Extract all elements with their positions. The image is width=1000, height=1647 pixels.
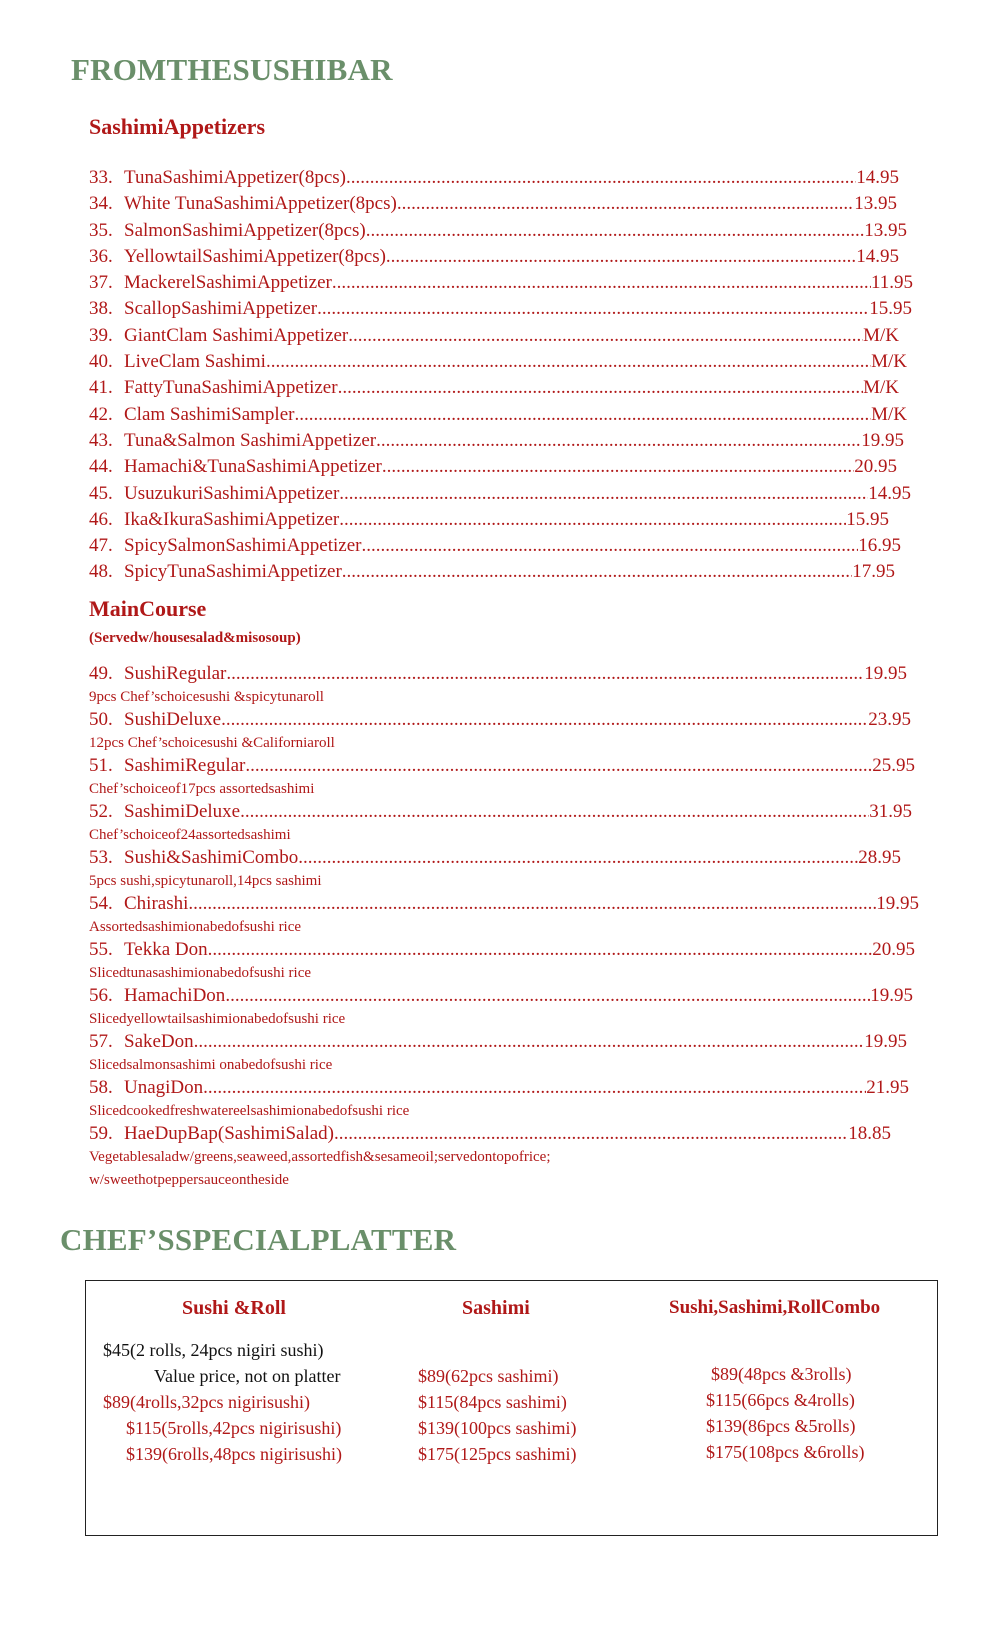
item-number: 33. (89, 167, 113, 188)
menu-item (89, 939, 915, 962)
item-description: Chef’schoiceof17pcs assortedsashimi (89, 781, 315, 797)
item-name: SakeDon (124, 1031, 194, 1052)
item-number: 40. (89, 351, 113, 373)
item-name: UsuzukuriSashimiAppetizer (124, 482, 340, 504)
item-price: M/K (863, 377, 899, 399)
item-price: 15.95 (846, 508, 889, 530)
sashimi-appetizers-title: SashimiAppetizers (89, 114, 265, 139)
item-name: GiantClam SashimiAppetizer (124, 324, 349, 346)
item-number: 56. (89, 985, 113, 1006)
item-name: SushiDeluxe (124, 709, 222, 730)
item-name: ScallopSashimiAppetizer (124, 298, 318, 320)
item-price: 13.95 (854, 193, 897, 215)
platter-line: Value price, not on platter (154, 1366, 341, 1386)
menu-item (89, 483, 911, 509)
item-price: 13.95 (864, 219, 907, 241)
menu-item (89, 847, 901, 870)
item-name: HamachiDon (124, 985, 226, 1006)
item-number: 53. (89, 847, 113, 868)
menu-item (89, 755, 915, 778)
menu-item (89, 377, 899, 403)
item-price: 14.95 (856, 245, 899, 267)
item-number: 48. (89, 561, 113, 583)
item-name: Ika&IkuraSashimiAppetizer (124, 508, 340, 530)
item-number: 42. (89, 403, 113, 425)
sushi-roll-heading: Sushi &Roll (182, 1297, 286, 1319)
item-name: SashimiDeluxe (124, 801, 241, 822)
item-price: 21.95 (866, 1077, 909, 1098)
main-course-note: (Servedw/housesalad&misosoup) (89, 630, 301, 646)
item-name: SpicyTunaSashimiAppetizer (124, 561, 342, 583)
item-description: 12pcs Chef’schoicesushi &Californiaroll (89, 735, 335, 751)
item-number: 50. (89, 709, 113, 730)
platter-table (85, 1280, 938, 1536)
item-price: 18.85 (848, 1123, 891, 1144)
item-number: 49. (89, 663, 113, 684)
sushi-bar-title: FROMTHESUSHIBAR (71, 52, 393, 87)
menu-item (89, 298, 912, 324)
platter-line: $89(48pcs &3rolls) (711, 1364, 852, 1384)
menu-item (89, 893, 919, 916)
menu-item (89, 801, 912, 824)
item-price: 20.95 (854, 456, 897, 478)
item-name: Tekka Don (124, 939, 208, 960)
platter-line: $139(86pcs &5rolls) (706, 1416, 856, 1436)
item-number: 39. (89, 324, 113, 346)
item-price: 19.95 (864, 1031, 907, 1052)
item-number: 57. (89, 1031, 113, 1052)
item-price: 31.95 (869, 801, 912, 822)
item-number: 37. (89, 272, 113, 294)
item-price: 19.95 (861, 429, 904, 451)
item-price: 15.95 (869, 298, 912, 320)
platter-line: $139(100pcs sashimi) (418, 1418, 577, 1438)
platter-line: $115(84pcs sashimi) (418, 1392, 567, 1412)
item-name: HaeDupBap(SashimiSalad) (124, 1123, 335, 1144)
menu-item (89, 246, 899, 272)
item-number: 35. (89, 219, 113, 241)
item-price: 20.95 (872, 939, 915, 960)
item-price: 25.95 (872, 755, 915, 776)
item-number: 44. (89, 456, 113, 478)
item-name: UnagiDon (124, 1077, 204, 1098)
menu-item (89, 1077, 909, 1100)
item-price: 19.95 (864, 663, 907, 684)
item-number: 55. (89, 939, 113, 960)
platter-line: $89(4rolls,32pcs nigirisushi) (103, 1392, 310, 1412)
combo-heading: Sushi,Sashimi,RollCombo (669, 1297, 881, 1318)
menu-item (89, 985, 913, 1008)
item-name: Hamachi&TunaSashimiAppetizer (124, 456, 382, 478)
menu-item (89, 272, 913, 298)
menu-item (89, 663, 907, 686)
platter-line: $115(5rolls,42pcs nigirisushi) (126, 1418, 342, 1438)
item-name: SashimiRegular (124, 755, 246, 776)
menu-item (89, 167, 899, 193)
combo-column (666, 1281, 936, 1535)
item-number: 52. (89, 801, 113, 822)
platter-line: $45(2 rolls, 24pcs nigiri sushi) (103, 1340, 324, 1360)
item-price: M/K (871, 403, 907, 425)
item-price: 19.95 (876, 893, 919, 914)
item-name: Chirashi (124, 893, 189, 914)
item-name: SalmonSashimiAppetizer(8pcs) (124, 219, 366, 241)
item-description: Slicedyellowtailsashimionabedofsushi rice (89, 1011, 346, 1027)
item-number: 36. (89, 245, 113, 267)
item-number: 38. (89, 298, 113, 320)
item-price: 17.95 (852, 561, 895, 583)
item-number: 59. (89, 1123, 113, 1144)
sashimi-column (406, 1281, 626, 1535)
sushi-roll-column (86, 1281, 386, 1535)
menu-item (89, 193, 897, 219)
item-number: 46. (89, 508, 113, 530)
platter-line: $175(108pcs &6rolls) (706, 1442, 865, 1462)
sashimi-heading: Sashimi (462, 1297, 530, 1319)
item-description: Vegetablesaladw/greens,seaweed,assortedfish&sesameoil;servedontopofrice; (89, 1149, 551, 1165)
platter-line: $139(6rolls,48pcs nigirisushi) (126, 1444, 342, 1464)
item-description: Slicedsalmonsashimi onabedofsushi rice (89, 1057, 333, 1073)
item-name: TunaSashimiAppetizer(8pcs) (124, 167, 346, 188)
main-course-list (89, 663, 919, 1192)
menu-item (89, 456, 897, 482)
item-name: LiveClam Sashimi (124, 351, 266, 373)
platter-line: $89(62pcs sashimi) (418, 1366, 559, 1386)
item-number: 41. (89, 377, 113, 399)
item-price: 23.95 (868, 709, 911, 730)
item-price: 11.95 (870, 272, 913, 294)
menu-item (89, 404, 907, 430)
item-name: MackerelSashimiAppetizer (124, 272, 332, 294)
item-number: 54. (89, 893, 113, 914)
menu-item (89, 325, 899, 351)
item-price: 28.95 (858, 847, 901, 868)
item-description-continued: w/sweethotpeppersauceontheside (89, 1172, 289, 1188)
platter-line: $175(125pcs sashimi) (418, 1444, 577, 1464)
item-name: SpicySalmonSashimiAppetizer (124, 535, 362, 557)
item-name: Sushi&SashimiCombo (124, 847, 299, 868)
menu-item (89, 1123, 891, 1146)
item-description: Assortedsashimionabedofsushi rice (89, 919, 302, 935)
item-price: 14.95 (868, 482, 911, 504)
item-number: 45. (89, 482, 113, 504)
item-name: White TunaSashimiAppetizer(8pcs) (124, 193, 397, 215)
platter-line: $115(66pcs &4rolls) (706, 1390, 855, 1410)
menu-item (89, 535, 901, 561)
menu-item (89, 430, 904, 456)
item-price: M/K (863, 324, 899, 346)
menu-item (89, 220, 907, 246)
item-price: 14.95 (856, 167, 899, 188)
item-description: 5pcs sushi,spicytunaroll,14pcs sashimi (89, 873, 322, 889)
item-price: 16.95 (858, 535, 901, 557)
item-number: 43. (89, 429, 113, 451)
item-description: 9pcs Chef’schoicesushi &spicytunaroll (89, 689, 324, 705)
item-name: Clam SashimiSampler (124, 403, 295, 425)
item-name: FattyTunaSashimiAppetizer (124, 377, 338, 399)
menu-item (89, 1031, 907, 1054)
item-name: Tuna&Salmon SashimiAppetizer (124, 429, 377, 451)
item-name: YellowtailSashimiAppetizer(8pcs) (124, 245, 386, 267)
item-description: Slicedcookedfreshwatereelsashimionabedofsushi rice (89, 1103, 410, 1119)
main-course-title: MainCourse (89, 596, 207, 621)
item-name: SushiRegular (124, 663, 227, 684)
item-price: 19.95 (870, 985, 913, 1006)
item-price: M/K (871, 351, 907, 373)
menu-item (89, 351, 907, 377)
item-number: 34. (89, 193, 113, 215)
menu-item (89, 509, 889, 535)
item-number: 51. (89, 755, 113, 776)
appetizer-list (89, 167, 919, 588)
menu-item (89, 561, 895, 587)
item-number: 58. (89, 1077, 113, 1098)
item-description: Slicedtunasashimionabedofsushi rice (89, 965, 312, 981)
chef-special-title: CHEF’SSPECIALPLATTER (60, 1222, 457, 1257)
menu-item (89, 709, 911, 732)
item-number: 47. (89, 535, 113, 557)
item-description: Chef’schoiceof24assortedsashimi (89, 827, 291, 843)
